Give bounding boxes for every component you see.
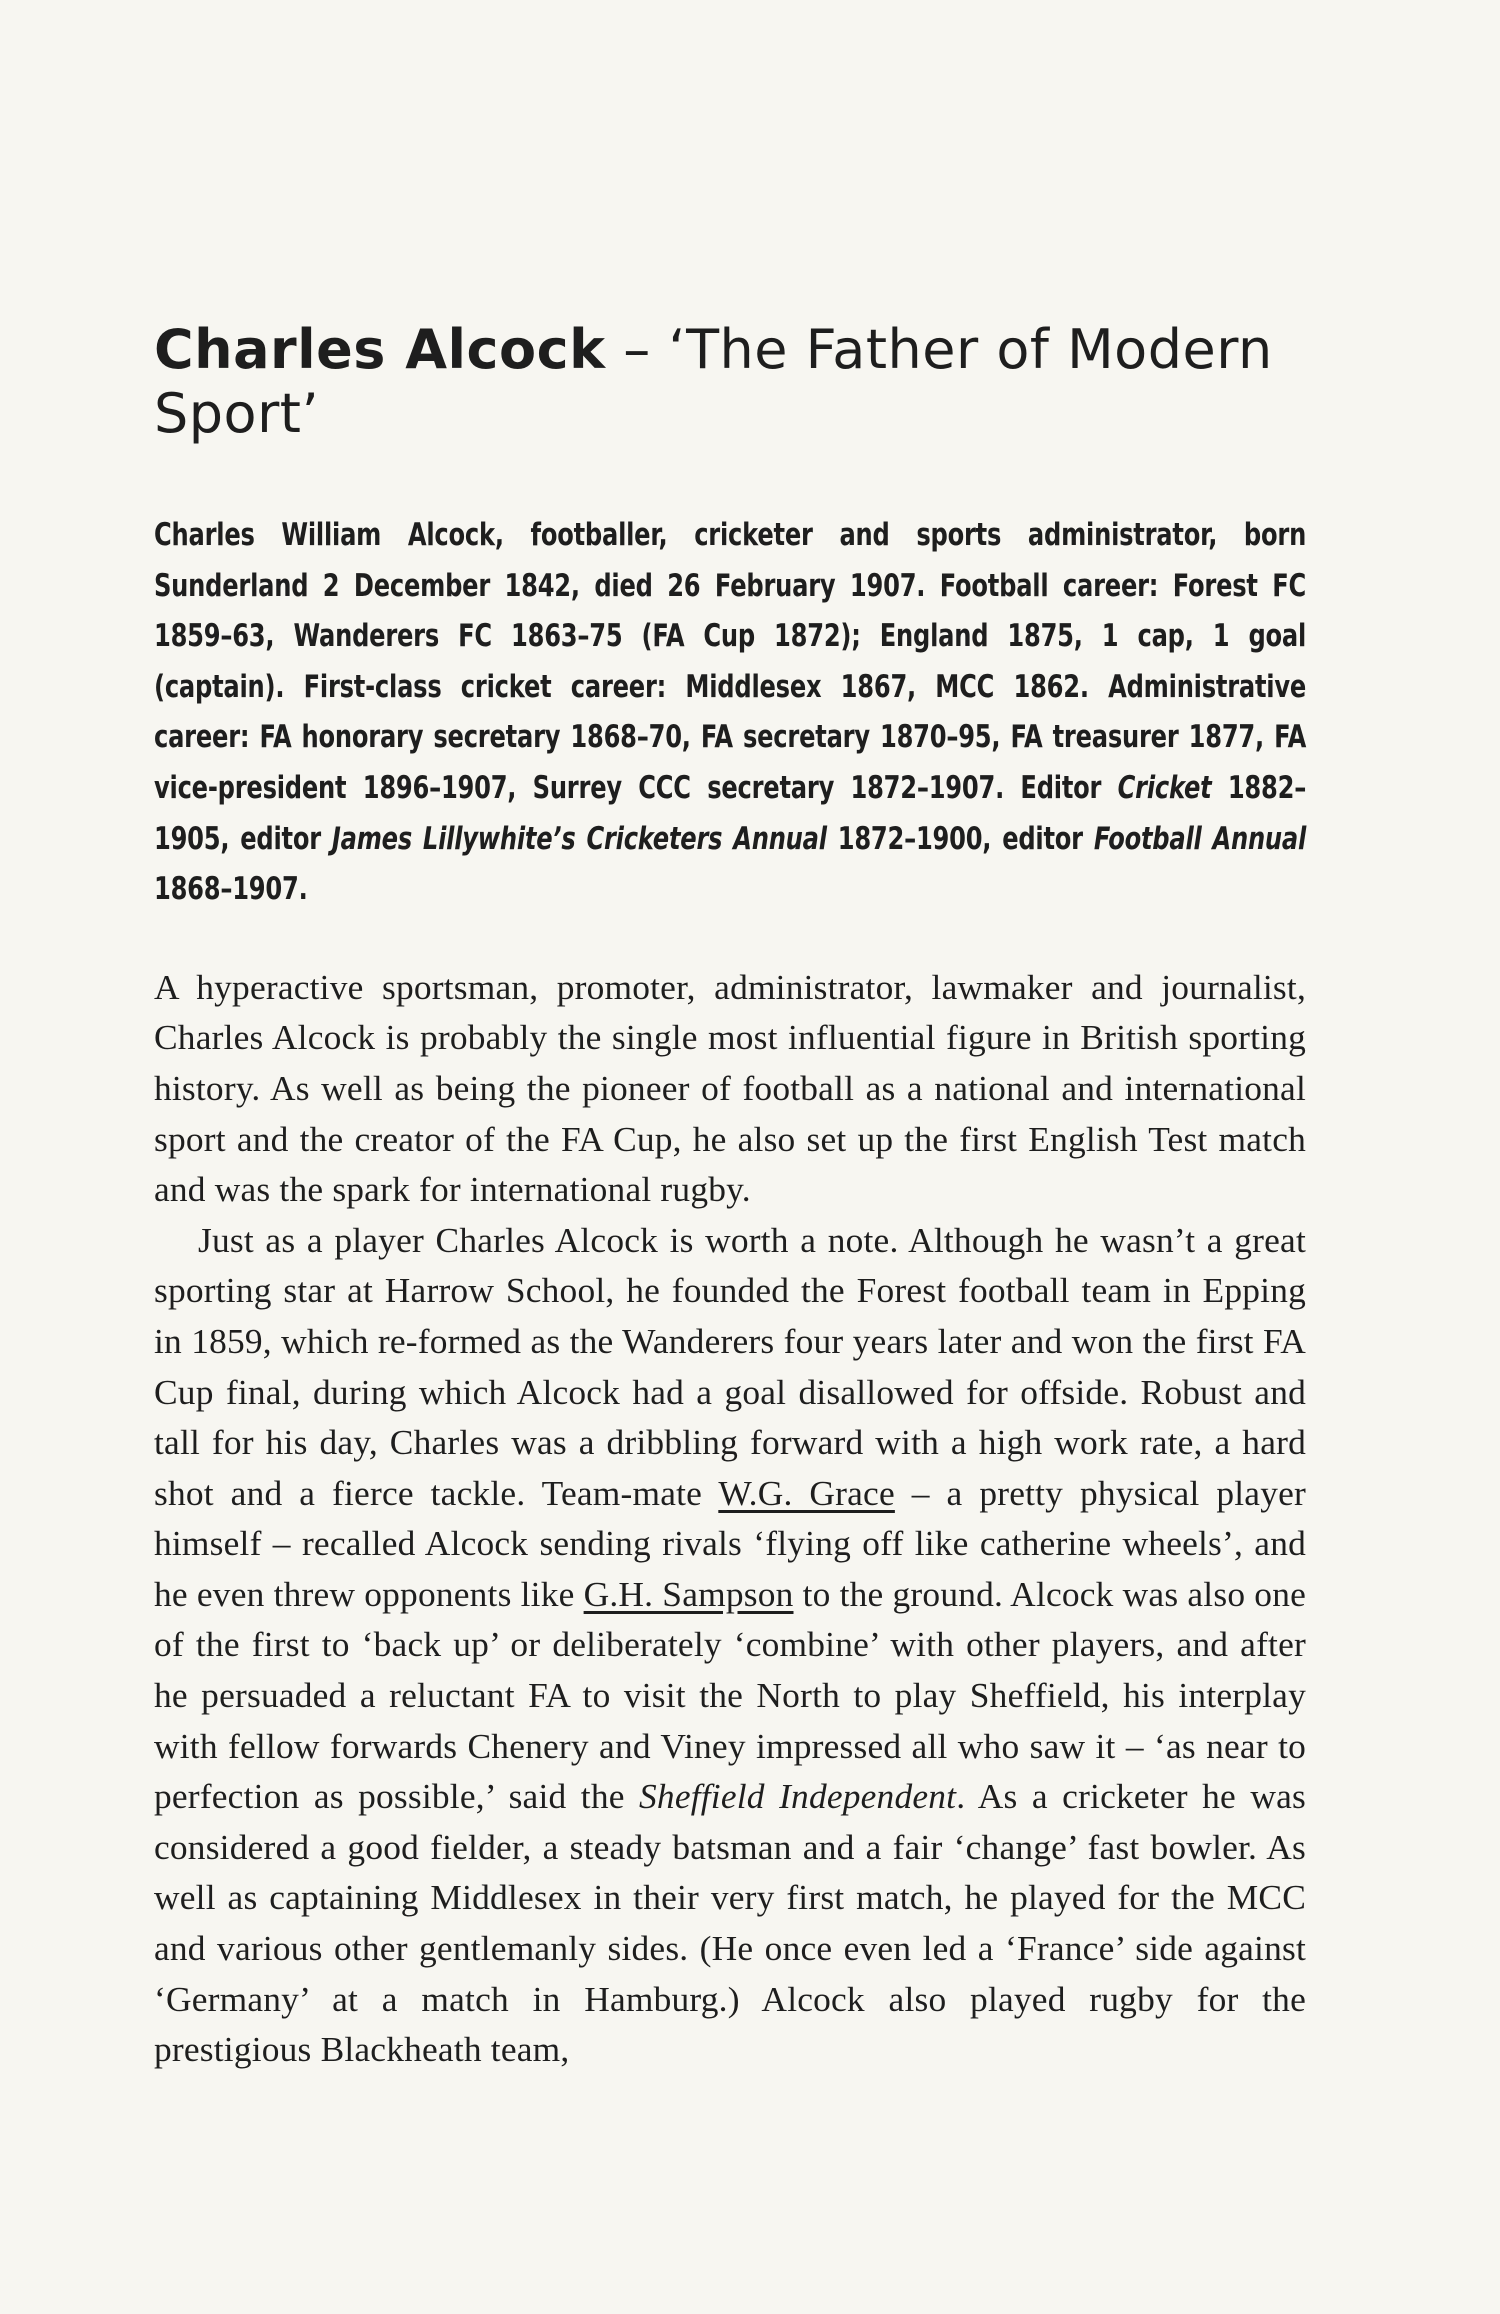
body-text xyxy=(154,962,1306,2075)
facts-text-1: Charles William Alcock, footballer, cricketer and sports administrator, born Sunderland 2 December 1842, died 26 February 1907. Football career: Forest FC 1859–63, Wanderers FC 1863–75 (FA Cup 1872); England 1875, 1 cap, 1 goal (captain). First-class cricket career: Middlesex 1867, MCC 1862. Administrative career: FA honorary secretary 1868–70, FA secretary 1870–95, FA treasurer 1877, FA vice-president 1896–1907, Surrey CCC secretary 1872–1907. Editor xyxy=(154,517,1307,806)
para2-text-c: to the ground. Alcock was also one of the first to ‘back up’ or deliberately ‘combine’ with other players, and after he persuaded a reluctant FA to visit the North to play Sheffield, his interplay with fellow forwards Chenery and Viney impressed all who saw it – ‘as near to perfection as possible,’ said the xyxy=(154,1573,1307,1817)
title-subtitle: ‘The Father of Modern Sport’ xyxy=(154,318,1273,445)
facts-text-4: 1868–1907. xyxy=(154,871,308,908)
gh-sampson-link[interactable]: G.H. Sampson xyxy=(583,1573,794,1614)
title-name: Charles Alcock xyxy=(154,318,606,381)
facts-italic-football-annual: Football Annual xyxy=(1093,820,1307,857)
facts-text-3: 1872–1900, editor xyxy=(826,820,1094,857)
chapter-title xyxy=(154,318,1306,446)
title-separator: – xyxy=(605,318,669,381)
page xyxy=(154,318,1306,2075)
facts-text-2: 1882–1905, editor xyxy=(154,769,1307,857)
facts-italic-lillywhite: James Lillywhite’s Cricketers Annual xyxy=(331,820,827,857)
para2-text-d: . As a cricketer he was considered a good fielder, a steady batsman and a fair ‘change’ fast bowler. As well as captaining Middlesex in their very first match, he played for the MCC and various other gentlemanly sides. (He once even led a ‘France’ side against ‘Germany’ at a match in Hamburg.) Alcock also played rugby for the prestigious Blackheath team, xyxy=(154,1776,1306,2070)
paragraph-2 xyxy=(154,1215,1306,2075)
wg-grace-link[interactable]: W.G. Grace xyxy=(718,1472,895,1513)
sheffield-independent-italic: Sheffield Independent xyxy=(639,1776,957,1817)
facts-italic-cricket: Cricket xyxy=(1117,769,1212,806)
biography-facts xyxy=(154,510,1306,915)
para2-text-a: Just as a player Charles Alcock is worth a note. Although he wasn’t a great sporting star at Harrow School, he founded the Forest football team in Epping in 1859, which re-formed as the Wanderers four years later and won the first FA Cup final, during which Alcock had a goal disallowed for offside. Robust and tall for his day, Charles was a dribbling forward with a high work rate, a hard shot and a fierce tackle. Team-mate xyxy=(154,1219,1306,1513)
para2-text-b: – a pretty physical player himself – recalled Alcock sending rivals ‘flying off like catherine wheels’, and he even threw opponents like xyxy=(154,1472,1306,1614)
paragraph-1: A hyperactive sportsman, promoter, administrator, lawmaker and journalist, Charles Alcock is probably the single most influential figure in British sporting history. As well as being the pioneer of football as a national and international sport and the creator of the FA Cup, he also set up the first English Test match and was the spark for international rugby. xyxy=(154,966,1306,1210)
